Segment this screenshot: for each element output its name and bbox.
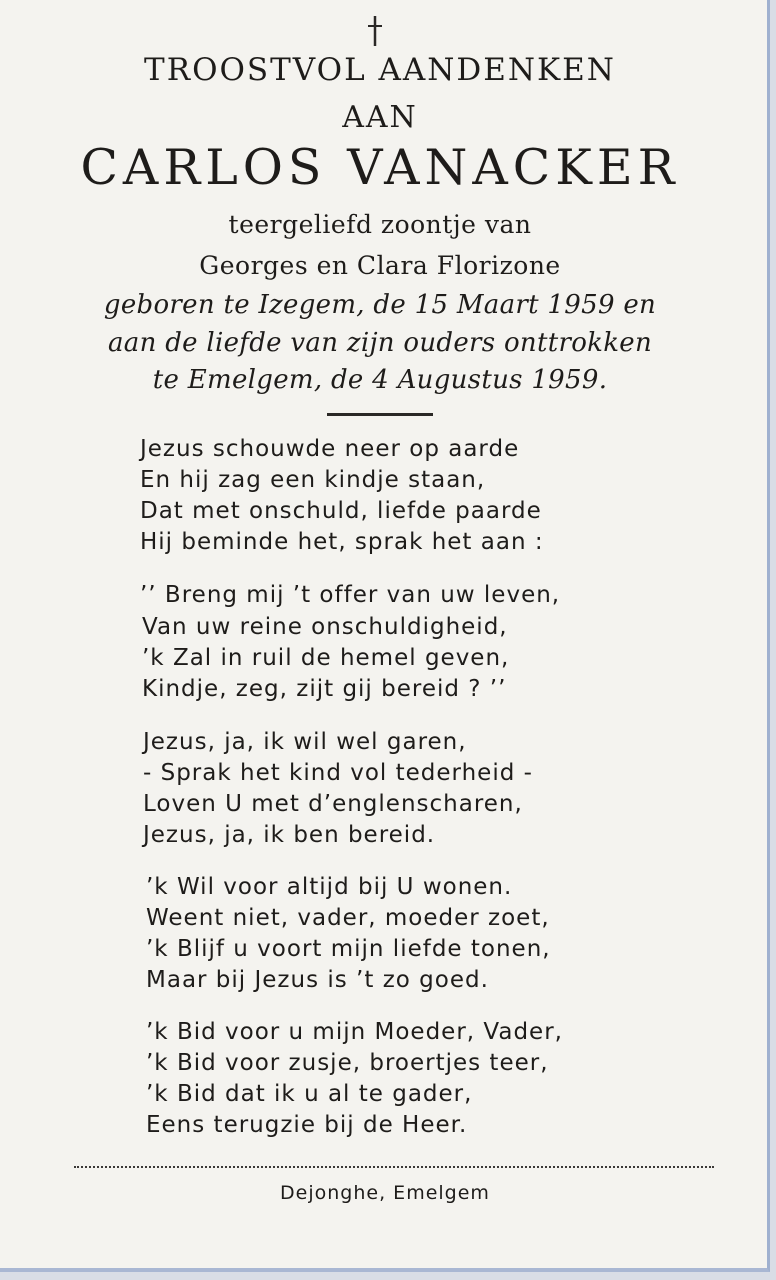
divider-rule xyxy=(327,413,433,416)
title-line-2: AAN xyxy=(342,100,418,135)
poem-line: ’k Blijf u voort mijn liefde tonen, xyxy=(146,936,551,962)
printer-credit: Dejonghe, Emelgem xyxy=(280,1182,490,1204)
poem-line: Jezus, ja, ik ben bereid. xyxy=(143,822,436,848)
subtitle-line-2: Georges en Clara Florizone xyxy=(199,251,561,280)
dates-line-3: te Emelgem, de 4 Augustus 1959. xyxy=(152,365,608,395)
poem-line: ’k Zal in ruil de hemel geven, xyxy=(142,645,510,671)
poem-line: ’k Bid voor zusje, broertjes teer, xyxy=(146,1050,549,1076)
cross-icon xyxy=(360,10,390,50)
poem-line: Jezus schouwde neer op aarde xyxy=(140,436,520,462)
poem-line: ’k Bid dat ik u al te gader, xyxy=(146,1081,473,1107)
poem-line: Kindje, zeg, zijt gij bereid ? ’’ xyxy=(142,676,507,702)
poem-line: Dat met onschuld, liefde paarde xyxy=(140,498,542,524)
dates-line-2: aan de liefde van zijn ouders onttrokken xyxy=(107,328,652,358)
subtitle-line-1: teergeliefd zoontje van xyxy=(228,210,532,239)
title-line-1: TROOSTVOL AANDENKEN xyxy=(144,52,616,88)
poem-line: - Sprak het kind vol tederheid - xyxy=(143,760,533,786)
poem-line: Maar bij Jezus is ’t zo goed. xyxy=(146,967,489,993)
poem-line: Eens terugzie bij de Heer. xyxy=(146,1112,468,1138)
deceased-name: CARLOS VANACKER xyxy=(80,139,680,196)
poem-line: ’’ Breng mij ’t offer van uw leven, xyxy=(140,582,561,608)
dotted-divider xyxy=(74,1166,714,1168)
poem-line: Jezus, ja, ik wil wel garen, xyxy=(143,729,467,755)
poem-line: ’k Wil voor altijd bij U wonen. xyxy=(146,874,513,900)
poem-line: En hij zag een kindje staan, xyxy=(140,467,486,493)
poem-line: Weent niet, vader, moeder zoet, xyxy=(146,905,550,931)
poem-line: Van uw reine onschuldigheid, xyxy=(142,614,508,640)
dates-line-1: geboren te Izegem, de 15 Maart 1959 en xyxy=(103,290,657,320)
poem-line: ’k Bid voor u mijn Moeder, Vader, xyxy=(146,1019,563,1045)
poem-line: Loven U met d’englenscharen, xyxy=(143,791,523,817)
poem-line: Hij beminde het, sprak het aan : xyxy=(140,529,544,555)
